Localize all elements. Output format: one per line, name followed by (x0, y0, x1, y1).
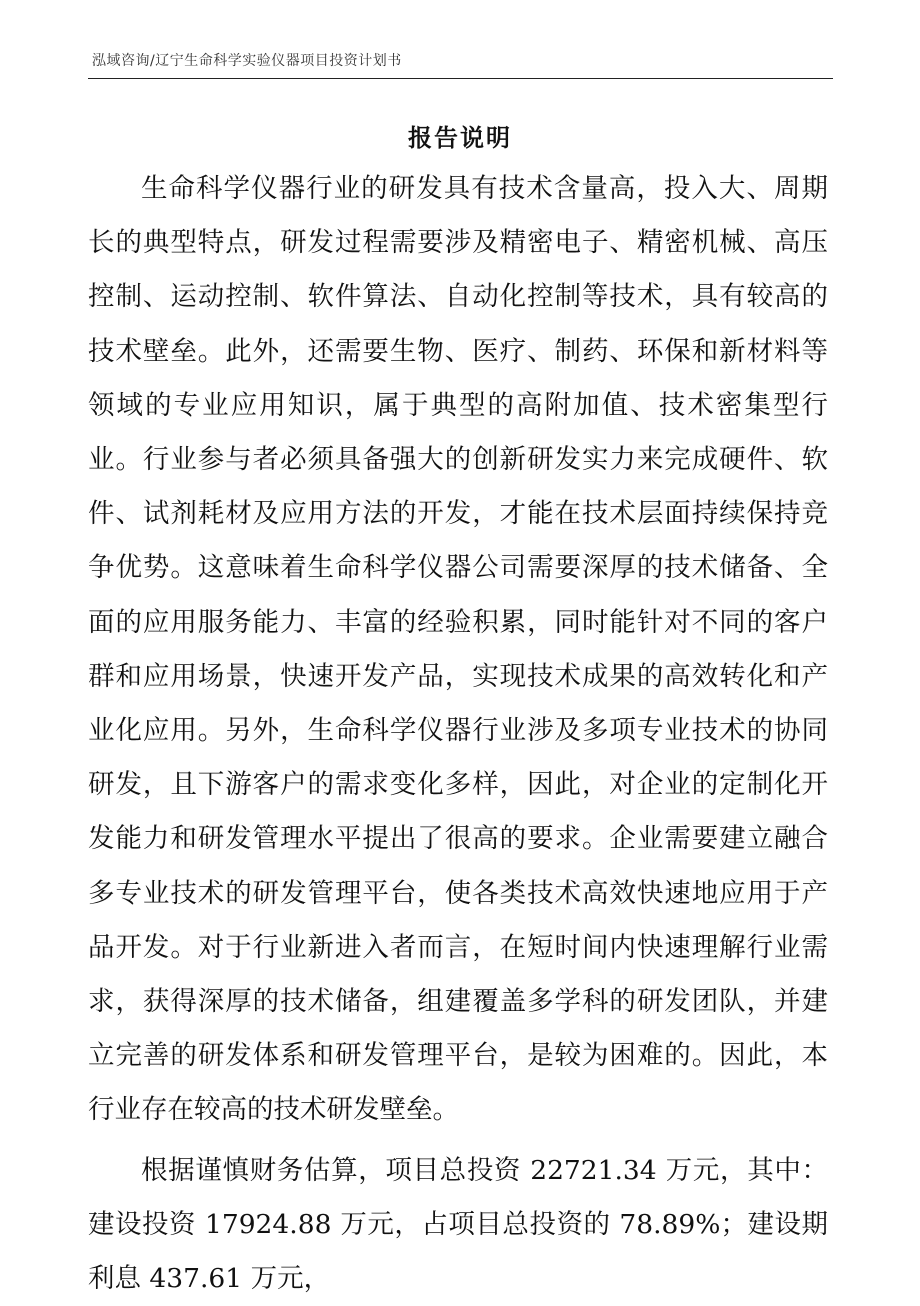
paragraph-barriers: 生命科学仪器行业的研发具有技术含量高，投入大、周期长的典型特点，研发过程需要涉及精密电子、精密机械、高压控制、运动控制、软件算法、自动化控制等技术，具有较高的技术壁垒。此外，还需要生物、医疗、制药、环保和新材料等领域的专业应用知识，属于典型的高附加值、技术密集型行业。行业参与者必须具备强大的创新研发实力来完成硬件、软件、试剂耗材及应用方法的开发，才能在技术层面持续保持竞争优势。这意味着生命科学仪器公司需要深厚的技术储备、全面的应用服务能力、丰富的经验积累，同时能针对不同的客户群和应用场景，快速开发产品，实现技术成果的高效转化和产业化应用。另外，生命科学仪器行业涉及多项专业技术的协同研发，且下游客户的需求变化多样，因此，对企业的定制化开发能力和研发管理水平提出了很高的要求。企业需要建立融合多专业技术的研发管理平台，使各类技术高效快速地应用于产品开发。对于行业新进入者而言，在短时间内快速理解行业需求，获得深厚的技术储备，组建覆盖多学科的研发团队，并建立完善的研发体系和研发管理平台，是较为困难的。因此，本行业存在较高的技术研发壁垒。 (88, 173, 828, 1126)
header-divider (88, 78, 833, 79)
running-header: 泓域咨询/辽宁生命科学实验仪器项目投资计划书 (92, 53, 402, 69)
section-title: 报告说明 (408, 124, 512, 152)
paragraph-investment: 根据谨慎财务估算，项目总投资 22721.34 万元，其中：建设投资 17924.88 万元，占项目总投资的 78.89%；建设期利息 437.61 万元， (88, 1154, 828, 1295)
body-text (88, 162, 828, 1306)
